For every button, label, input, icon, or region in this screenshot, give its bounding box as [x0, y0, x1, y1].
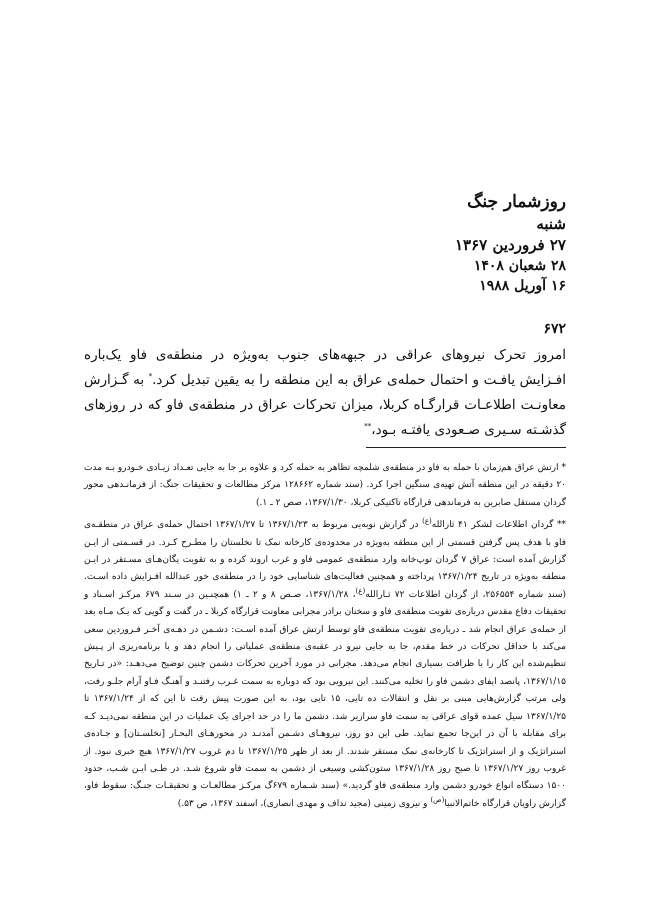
footnote-1: * ارتش عراق هم‌زمان با حمله به فاو در منطقه‌ی شلمچه تظاهر به حمله کرد و علاوه بر جا به جایی تعـداد زیـادی خـودرو بـه مدت ۲۰ دقیقه در این منطقه آتش تهیه‌ی سنگین اجرا کرد. (سند شماره ۱۲۸۶۶۲ مرکز مطالعات و تحقیقات جنگ: از فرمانـدهی محور گردان مستقل صابرین به فرماندهی قرارگاه تاکتیکی کربلا، ۱۳۶۷/۱/۳۰، صص ۲ ـ ۱.) [84, 463, 566, 508]
footnote-2 [84, 517, 566, 813]
date-header [455, 190, 566, 296]
footnote-2-part-b: در گزارش نوبه‌یی مربوط به ۱۳۶۷/۱/۲۳ تا ۱۳۶۷/۱/۲۷ احتمال حمله‌ی عراق در منطقـه‌ی فاو با هدف پس گرفتن قسمتی از این منطقه به‌ویژه در محدوده‌ی کارخانه نمک تا نخلستان را مطـرح کـرد. در قسـمتی از ایـن گزارش آمده است: عراق ۷ گردان توپ‌خانه وارد منطقه‌ی عمومی فاو و غرب اروند کرده و به تقویت یگان‌هـای مسـتقر در ایـن منطقه به‌ویژه در تاریخ ۱۳۶۷/۱/۲۴ پرداخته و همچنین فعالیت‌های شناسایی خود را در منطقه‌ی خور عبدالله افـزایش داده اسـت. (سند شماره ۲۵۶۵۵۴، از گردان اطلاعات ۷۲ ثـارالله [84, 520, 567, 600]
honorific-superscript: (ع) [355, 586, 366, 595]
footnote-marker-1: * [148, 372, 153, 381]
footnote-divider [366, 447, 566, 448]
footnote-marker-2: ** [364, 422, 372, 431]
solar-date: ۲۷ فروردین ۱۳۶۷ [454, 236, 566, 254]
footnotes [84, 460, 566, 818]
entry-body [84, 343, 566, 443]
entry-text-part-2: به گـزارش معاونـت اطلاعـات قرارگـاه کربلا، میزان تحرکات عراق در منطقه‌ی فاو که در روزهای گذشـته سـیری صـعودی یافتـه بـود، [84, 372, 566, 438]
chronicle-title: روزشمار جنگ [467, 192, 566, 212]
footnote-2-part-d: و نیروی زمینی (مجید نداف و مهدی انصاری)، اسفند ۱۳۶۷، ص ۵۳.) [177, 798, 431, 809]
entry-number: ۶۷۲ [543, 321, 566, 337]
entry-text-part-1: امروز تحرک نیروهای عراقی در جبهه‌های جنوب به‌ویژه در منطقه‌ی فاو یک‌باره افـزایش یافـت و احتمال حمله‌ی عراق به این منطقه را به یقین تبدیل کرد. [84, 347, 566, 388]
lunar-date: ۲۸ شعبان ۱۴۰۸ [473, 258, 566, 274]
footnote-2-part-c: ، ۱۳۶۷/۱/۲۸، صـص ۸ و ۲ ـ ۱) همچنـین در سـند ۶۷۹ مرکـز اسـناد و تحقیقات دفاع مقدس درباره‌ی تقویت منطقه‌ی فاو و سخنان برادر مجرابی معاونت قرارگاه کربلا ـ در گفت و گویی که یـک مـاه بعد از حمله‌ی عراق انجام شد ـ درباره‌ی تقویت منطقه‌ی فاو توسط ارتش عراق آمده اسـت: دشـمن در دهـه‌ی آخـر فـروردین سعی می‌کند با حداقل تحرکات در خط مقدم، جا به جایی نیرو در عقبه‌ی منطقه‌ی عملیاتی را انجام دهد و با برنامه‌ریزی از پـیش تنظیم‌شده این کار را با ظرافت بسیاری انجام می‌دهد. مجرابی در مورد آخرین تحرکات دشمن چنین توضیح می‌دهـد: «در تـاریخ ۱۳۶۷/۱/۱۵، پانصد ایفای دشمن فاو را تخلیه می‌کنند. این نیرویی بود که دوباره به سمت غـرب رفتنـد و آهنـگ فـاو آرام جلـو رفت، ولی مرتب گزارش‌هایی مبنی بر نقل و انتقالات ده تایی، ۱۵ تایی بود، به این صورت پیش رفت تا این که از ۱۳۶۷/۱/۲۴ تا ۱۳۶۷/۱/۲۵ سیل عمده قوای عراقی به سمت فاو سرازیر شد. دشمن ما را در حد اجرای یک عملیات در این منطقه نمی‌دیـد کـه برای مقابله با آن در این‌جا تجمع نماید. طی این دو روز، نیروهـای دشـمن آمدنـد در محورهـای البحـار [نخلسـتان] و جـاده‌ی استراتژیک و از استراتژیک تا کارخانه‌ی نمک مستقر شدند. از بعد از ظهر ۱۳۶۷/۱/۲۵ تا دم غروب ۱۳۶۷/۱/۲۷ هیچ خبری نبود. از غروب روز ۱۳۶۷/۱/۲۷ تا صبح روز ۱۳۶۷/۱/۲۸ ستون‌کشی وسیعی از دشمن به سمت فاو شروع شـد. در طـی ایـن شـب، حدود ۱۵۰۰ دستگاه انواع خودرو دشمن وارد منطقه‌ی فاو گردید.» (سند شـماره ۶۷۹گ مرکـز مطالعـات و تحقیقـات جنـگ: سقوط فاو، گزارش راویان قرارگاه خاتم‌الانبیا [84, 589, 567, 809]
footnote-2-part-a: ** گردان اطلاعات لشکر ۴۱ ثارالله [431, 520, 567, 531]
honorific-superscript: (ص) [430, 795, 445, 804]
honorific-superscript: (ع) [422, 517, 432, 526]
gregorian-date: ۱۶ آوریل ۱۹۸۸ [479, 278, 566, 294]
weekday: شنبه [536, 215, 566, 233]
